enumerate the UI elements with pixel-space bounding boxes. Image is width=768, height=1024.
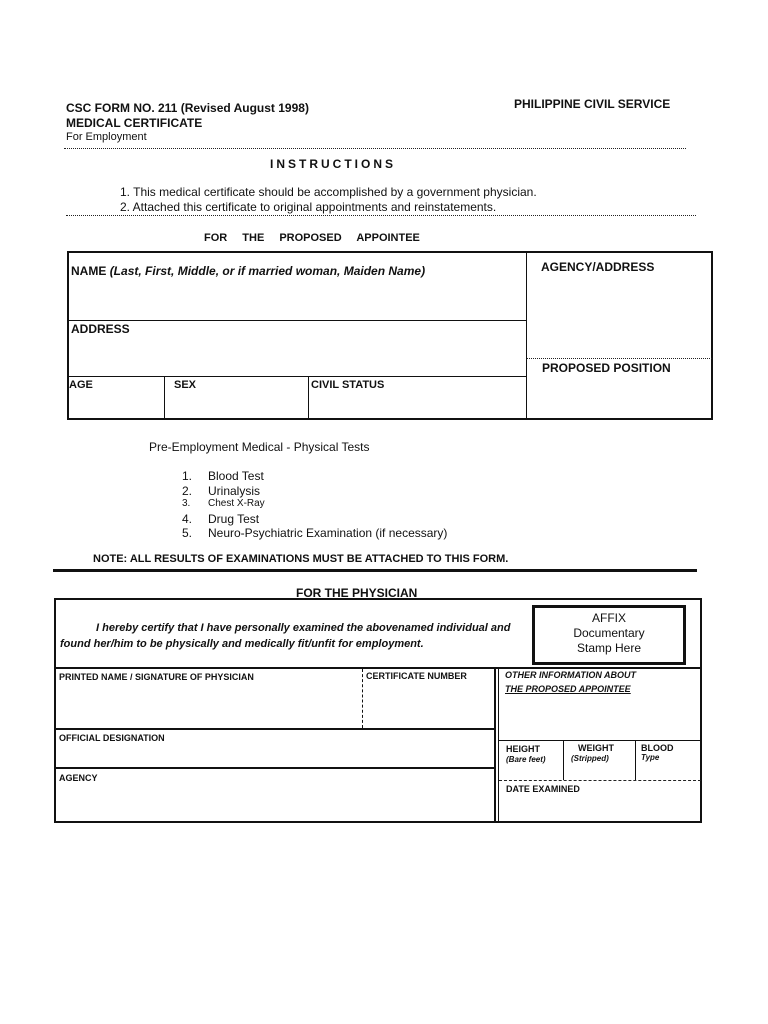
test-item: 2. Urinalysis [182,484,261,498]
other-info-label: OTHER INFORMATION ABOUT [505,670,636,680]
tests-heading: Pre-Employment Medical - Physical Tests [149,440,370,454]
official-designation-field-label[interactable]: OFFICIAL DESIGNATION [59,733,165,743]
height-field-hint: (Bare feet) [506,755,546,764]
agency-address-field-label[interactable]: AGENCY/ADDRESS [541,260,655,274]
appointee-heading: FOR THE PROPOSED APPOINTEE [204,232,420,244]
date-examined-field-label[interactable]: DATE EXAMINED [506,784,580,794]
sex-status-divider [308,376,309,419]
address-field-label[interactable]: ADDRESS [71,322,130,336]
form-subtitle: For Employment [66,131,147,143]
name-cert-divider [362,669,363,728]
printed-name-field-label[interactable]: PRINTED NAME / SIGNATURE OF PHYSICIAN [59,672,254,682]
blood-type-field-label[interactable]: BLOOD [641,743,674,753]
weight-blood-divider [635,740,636,780]
other-info-divider [499,740,701,741]
age-sex-divider [164,376,165,419]
form-title: MEDICAL CERTIFICATE [66,116,203,130]
test-item: 5. Neuro-Psychiatric Examination (if necessary) [182,526,448,540]
certification-divider [55,667,701,669]
test-item: 3. Chest X-Ray [182,498,265,509]
instruction-item: 2. Attached this certificate to original appointments and reinstatements. [120,200,497,214]
blood-type-field-hint: Type [641,753,660,762]
designation-agency-divider [55,767,494,769]
name-address-divider [68,320,526,321]
proposed-position-field-label[interactable]: PROPOSED POSITION [542,361,671,375]
sex-field-label[interactable]: SEX [174,379,197,391]
other-info-label: THE PROPOSED APPOINTEE [505,684,631,694]
left-right-divider-inner [498,668,499,821]
name-field-label[interactable]: NAME (Last, First, Middle, or if married woman, Maiden Name) [71,264,426,278]
height-field-label[interactable]: HEIGHT [506,744,541,754]
documentary-stamp-box: AFFIX Documentary Stamp Here [532,605,686,665]
measures-date-divider [499,780,701,781]
form-number: CSC FORM NO. 211 (Revised August 1998) [66,101,309,115]
test-item: 4. Drug Test [182,512,260,526]
name-designation-divider [55,728,494,730]
instructions-divider [66,215,696,216]
issuing-agency: PHILIPPINE CIVIL SERVICE [514,97,671,111]
attachment-note: NOTE: ALL RESULTS OF EXAMINATIONS MUST BE ATTACHED TO THIS FORM. [93,553,509,565]
weight-field-label[interactable]: WEIGHT [578,743,614,753]
weight-field-hint: (Stripped) [571,754,609,763]
address-age-divider [68,376,526,377]
instructions-heading: INSTRUCTIONS [270,157,396,171]
physician-heading: FOR THE PHYSICIAN [296,586,418,600]
agency-position-divider [527,358,712,359]
certification-statement: I hereby certify that I have personally examined the abovenamed individual and found her/him to be physically and medically fit/unfit for employment. [60,622,511,650]
left-right-divider [494,668,496,821]
header-divider [64,148,686,149]
physician-agency-field-label[interactable]: AGENCY [59,773,98,783]
age-field-label[interactable]: AGE [69,379,93,391]
note-rule [53,569,697,572]
instruction-item: 1. This medical certificate should be accomplished by a government physician. [120,185,537,199]
civil-status-field-label[interactable]: CIVIL STATUS [311,379,385,391]
appointee-divider [526,252,527,419]
height-weight-divider [563,740,564,780]
test-item: 1. Blood Test [182,469,264,483]
certificate-number-field-label[interactable]: CERTIFICATE NUMBER [366,671,467,681]
